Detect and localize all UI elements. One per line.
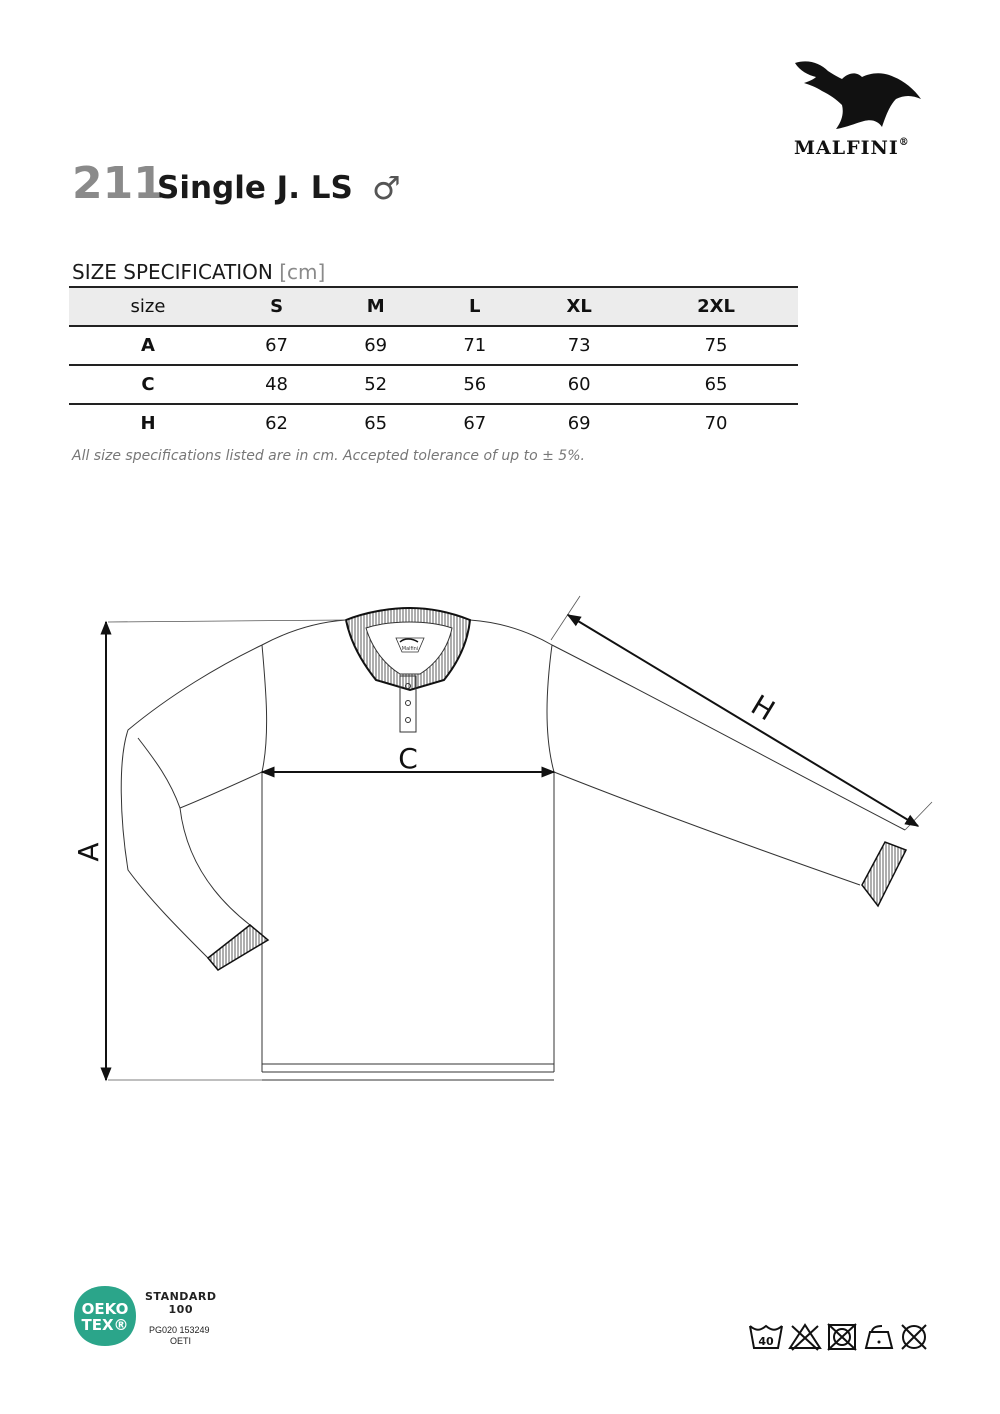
column-header-m: M bbox=[326, 287, 425, 326]
row-label: C bbox=[69, 365, 227, 404]
size-table bbox=[69, 286, 798, 442]
oeko-standard-line1: STANDARD bbox=[145, 1290, 217, 1303]
oeko-standard-line2: 100 bbox=[168, 1303, 193, 1316]
row-label: A bbox=[69, 326, 227, 365]
brand-logo bbox=[790, 55, 940, 159]
brand-name: MALFINI® bbox=[794, 137, 910, 159]
care-symbols bbox=[748, 1322, 934, 1352]
table-cell: 75 bbox=[634, 326, 798, 365]
table-cell: 60 bbox=[524, 365, 634, 404]
wash-40-icon bbox=[750, 1326, 782, 1348]
measure-a-label: A bbox=[72, 842, 105, 862]
extension-lines bbox=[108, 596, 932, 1080]
oeko-institute: OETI bbox=[170, 1336, 192, 1346]
table-cell: 70 bbox=[704, 413, 728, 434]
no-dry-clean-icon bbox=[902, 1325, 926, 1349]
table-row bbox=[69, 326, 798, 365]
table-cell: 62 bbox=[265, 413, 288, 434]
measure-h-label: H bbox=[745, 688, 781, 728]
garment-diagram bbox=[60, 580, 950, 1100]
registered-mark: ® bbox=[898, 137, 910, 148]
product-name: Single J. LS bbox=[157, 170, 353, 206]
no-bleach-icon bbox=[790, 1325, 820, 1350]
eagle-icon bbox=[790, 55, 925, 135]
column-header-2xl: 2XL bbox=[634, 287, 798, 326]
table-cell: 71 bbox=[425, 326, 524, 365]
product-code: 211 bbox=[72, 158, 164, 209]
column-header-l: L bbox=[425, 287, 524, 326]
table-cell: 65 bbox=[364, 413, 388, 434]
table-cell: 67 bbox=[463, 413, 487, 434]
spec-unit: [cm] bbox=[279, 260, 326, 284]
spec-title-text: SIZE SPECIFICATION bbox=[72, 260, 273, 284]
oeko-standard bbox=[145, 1290, 217, 1316]
row-label: H bbox=[140, 413, 156, 434]
left-cuff bbox=[208, 925, 268, 970]
table-row bbox=[69, 365, 798, 404]
table-cell: 67 bbox=[227, 326, 326, 365]
no-tumble-dry-icon bbox=[828, 1324, 856, 1350]
collar bbox=[346, 608, 470, 690]
iron-low-icon bbox=[866, 1326, 892, 1348]
table-header-row bbox=[69, 287, 798, 326]
table-cell: 69 bbox=[326, 326, 425, 365]
column-header-s: S bbox=[227, 287, 326, 326]
column-header-xl: XL bbox=[524, 287, 634, 326]
table-cell: 69 bbox=[567, 413, 591, 434]
badge-text-line2: TEX® bbox=[81, 1316, 129, 1334]
table-cell: 52 bbox=[326, 365, 425, 404]
table-cell: 56 bbox=[425, 365, 524, 404]
measure-c-label: C bbox=[398, 742, 418, 775]
wash-temperature: 40 bbox=[758, 1335, 774, 1348]
table-cell: 73 bbox=[524, 326, 634, 365]
column-header-size: size bbox=[69, 287, 227, 326]
right-cuff bbox=[862, 842, 906, 906]
measure-h-line bbox=[568, 615, 918, 826]
collar-tag-text: Malfini bbox=[401, 646, 419, 652]
tolerance-note: All size specifications listed are in cm. Accepted tolerance of up to ± 5%. bbox=[72, 448, 585, 464]
oeko-tex-badge bbox=[72, 1284, 138, 1348]
table-cell: 65 bbox=[634, 365, 798, 404]
oeko-certificate-number: PG020 153249 bbox=[149, 1325, 210, 1335]
badge-text-line1: OEKO bbox=[81, 1300, 129, 1318]
shirt-outline bbox=[121, 620, 905, 1080]
male-gender-icon: ♂ bbox=[372, 169, 401, 207]
table-row bbox=[69, 404, 798, 442]
table-cell: 48 bbox=[227, 365, 326, 404]
spec-title bbox=[72, 260, 325, 284]
